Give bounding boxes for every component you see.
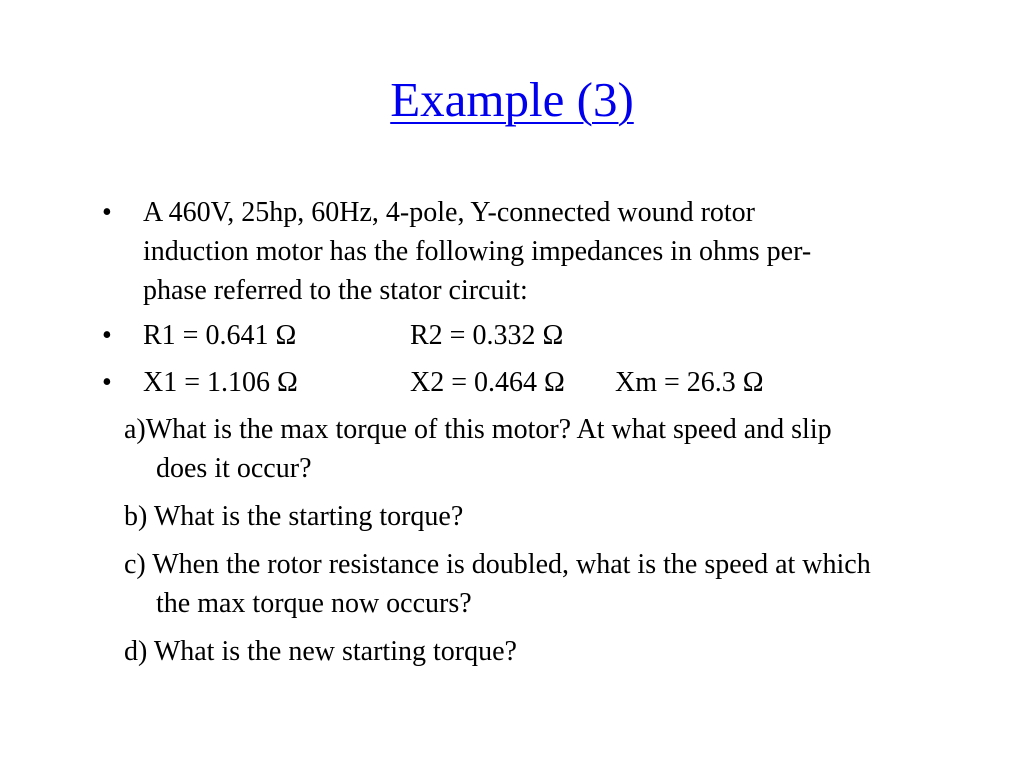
question-d: d) What is the new starting torque?: [124, 636, 517, 667]
resistance-bullet: [100, 316, 900, 355]
x1-value: X1 = 1.106 Ω: [143, 367, 298, 398]
bullet-marker: •: [102, 367, 112, 398]
reactance-bullet: [100, 363, 900, 402]
question-a: a)What is the max torque of this motor? At what speed and slip does it occur?: [124, 414, 832, 484]
question-b: b) What is the starting torque?: [124, 501, 464, 532]
question-list: [100, 410, 900, 671]
slide-body: [100, 193, 900, 680]
bullet-marker: •: [102, 197, 112, 228]
x2-value: X2 = 0.464 Ω: [410, 367, 565, 398]
intro-bullet: [100, 193, 900, 310]
question-c: c) When the rotor resistance is doubled, what is the speed at which the max torque now occurs?: [124, 549, 871, 619]
slide-title-link[interactable]: Example (3): [390, 72, 634, 127]
xm-value: Xm = 26.3 Ω: [615, 367, 764, 398]
r1-value: R1 = 0.641 Ω: [143, 320, 297, 351]
bullet-marker: •: [102, 320, 112, 351]
intro-text: A 460V, 25hp, 60Hz, 4-pole, Y-connected wound rotor induction motor has the following impedances in ohms per-phase referred to the stator circuit:: [143, 197, 812, 306]
r2-value: R2 = 0.332 Ω: [410, 320, 564, 351]
